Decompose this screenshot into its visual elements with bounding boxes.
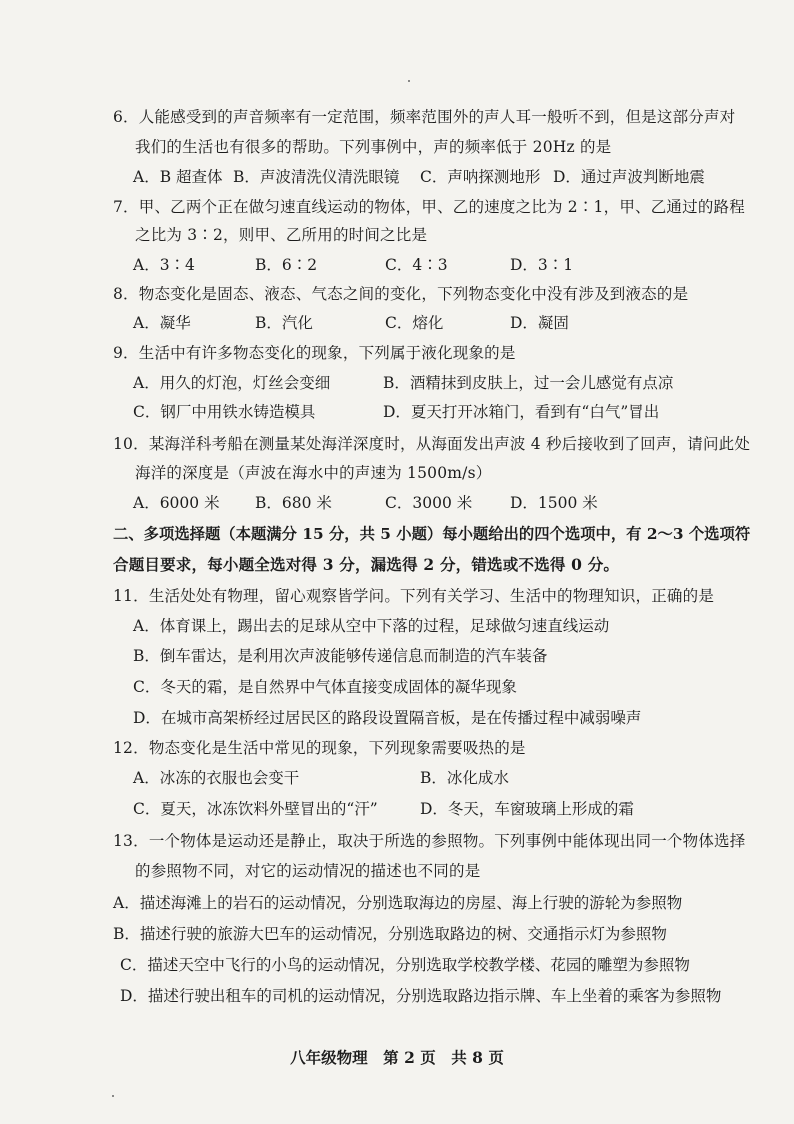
q11-option-a: A．体育课上，踢出去的足球从空中下落的过程，足球做匀速直线运动 bbox=[133, 617, 610, 635]
q6-option-c: C．声呐探测地形 bbox=[420, 168, 541, 186]
q13-option-a: A．描述海滩上的岩石的运动情况，分别选取海边的房屋、海上行驶的游轮为参照物 bbox=[113, 894, 683, 912]
q8-option-a: A．凝华 bbox=[133, 314, 191, 332]
q11-option-b: B．倒车雷达，是利用次声波能够传递信息而制造的汽车装备 bbox=[133, 647, 548, 665]
q13-stem-line1: 13．一个物体是运动还是静止，取决于所选的参照物。下列事例中能体现出同一个物体选择 bbox=[113, 832, 746, 850]
q8-option-c: C．熔化 bbox=[385, 314, 444, 332]
section2-heading-line1: 二、多项选择题（本题满分 15 分，共 5 小题）每小题给出的四个选项中，有 2～3 个选项符 bbox=[113, 525, 751, 543]
q10-stem-line1: 10．某海洋科考船在测量某处海洋深度时，从海面发出声波 4 秒后接收到了回声，请问此处 bbox=[113, 435, 751, 453]
q9-option-d: D．夏天打开冰箱门，看到有“白气”冒出 bbox=[383, 403, 660, 421]
q7-option-a: A．3∶4 bbox=[133, 256, 195, 274]
q8-stem-line1: 8．物态变化是固态、液态、气态之间的变化，下列物态变化中没有涉及到液态的是 bbox=[113, 285, 689, 303]
q13-stem-line2: 的参照物不同，对它的运动情况的描述也不同的是 bbox=[135, 862, 481, 880]
page-footer: 八年级物理 第 2 页 共 8 页 bbox=[290, 1048, 504, 1067]
q6-stem-line1: 6．人能感受到的声音频率有一定范围，频率范围外的声人耳一般听不到，但是这部分声对 bbox=[113, 108, 736, 126]
q13-option-c: C．描述天空中飞行的小鸟的运动情况，分别选取学校教学楼、花园的雕塑为参照物 bbox=[120, 956, 690, 974]
q12-option-a: A．冰冻的衣服也会变干 bbox=[133, 769, 300, 787]
q6-option-a: A．B 超查体 bbox=[133, 168, 223, 186]
q13-option-d: D．描述行驶出租车的司机的运动情况，分别选取路边指示牌、车上坐着的乘客为参照物 bbox=[120, 987, 722, 1005]
q6-option-d: D．通过声波判断地震 bbox=[553, 168, 705, 186]
q10-option-b: B．680 米 bbox=[255, 494, 332, 512]
q9-option-a: A．用久的灯泡，灯丝会变细 bbox=[133, 374, 331, 392]
q12-option-d: D．冬天，车窗玻璃上形成的霜 bbox=[420, 800, 634, 818]
q6-option-b: B．声波清洗仪清洗眼镜 bbox=[233, 168, 400, 186]
q12-option-b: B．冰化成水 bbox=[420, 769, 509, 787]
q11-option-d: D．在城市高架桥经过居民区的路段设置隔音板，是在传播过程中减弱噪声 bbox=[133, 709, 642, 727]
q11-stem-line1: 11．生活处处有物理，留心观察皆学问。下列有关学习、生活中的物理知识，正确的是 bbox=[113, 587, 715, 605]
q7-option-b: B．6∶2 bbox=[255, 256, 318, 274]
scan-speck bbox=[112, 1095, 114, 1097]
q10-option-d: D．1500 米 bbox=[510, 494, 598, 512]
q11-option-c: C．冬天的霜，是自然界中气体直接变成固体的凝华现象 bbox=[133, 678, 517, 696]
q12-stem-line1: 12．物态变化是生活中常见的现象，下列现象需要吸热的是 bbox=[113, 739, 526, 757]
q6-stem-line2: 我们的生活也有很多的帮助。下列事例中，声的频率低于 20Hz 的是 bbox=[135, 138, 612, 156]
q10-option-c: C．3000 米 bbox=[385, 494, 473, 512]
q7-stem-line2: 之比为 3∶2，则甲、乙所用的时间之比是 bbox=[135, 226, 428, 244]
section2-heading-line2: 合题目要求，每小题全选对得 3 分，漏选得 2 分，错选或不选得 0 分。 bbox=[113, 555, 620, 574]
q9-option-c: C．钢厂中用铁水铸造模具 bbox=[133, 403, 316, 421]
q10-option-a: A．6000 米 bbox=[133, 494, 220, 512]
q9-stem-line1: 9．生活中有许多物态变化的现象，下列属于液化现象的是 bbox=[113, 344, 516, 362]
q7-option-d: D．3∶1 bbox=[510, 256, 574, 274]
q7-option-c: C．4∶3 bbox=[385, 256, 448, 274]
q12-option-c: C．夏天，冰冻饮料外壁冒出的“汗” bbox=[133, 800, 378, 818]
q8-option-b: B．汽化 bbox=[255, 314, 313, 332]
q9-option-b: B．酒精抹到皮肤上，过一会儿感觉有点凉 bbox=[383, 374, 674, 392]
q8-option-d: D．凝固 bbox=[510, 314, 569, 332]
scan-speck bbox=[408, 80, 410, 82]
q10-stem-line2: 海洋的深度是（声波在海水中的声速为 1500m/s） bbox=[135, 464, 492, 482]
q7-stem-line1: 7．甲、乙两个正在做匀速直线运动的物体，甲、乙的速度之比为 2∶1，甲、乙通过的路程 bbox=[113, 198, 745, 216]
q13-option-b: B．描述行驶的旅游大巴车的运动情况，分别选取路边的树、交通指示灯为参照物 bbox=[113, 925, 667, 943]
